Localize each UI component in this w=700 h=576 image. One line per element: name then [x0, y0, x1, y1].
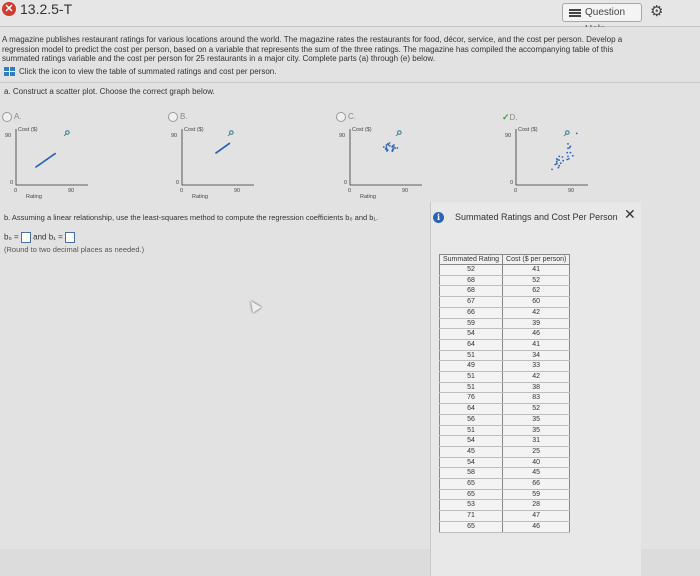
- data-point: [551, 169, 553, 171]
- popup-title: Summated Ratings and Cost Per Person: [455, 212, 618, 222]
- b0-input[interactable]: [21, 232, 31, 243]
- y-tick-label: 90: [505, 133, 512, 139]
- x-axis-label: Rating: [192, 194, 208, 200]
- table-row: [440, 275, 570, 286]
- table-row: [440, 361, 570, 372]
- part-b-prompt: b. Assuming a linear relationship, use the least-squares method to compute the regression coefficients b₀ and b₁.: [4, 213, 379, 222]
- y-axis-label: Cost ($): [18, 127, 38, 133]
- cost-cell: 45: [503, 468, 570, 479]
- data-point: [562, 160, 564, 162]
- table-row: [440, 286, 570, 297]
- cost-cell: 41: [503, 265, 570, 276]
- table-row: [440, 372, 570, 383]
- cost-cell: 47: [503, 511, 570, 522]
- cost-cell: 25: [503, 446, 570, 457]
- data-point: [566, 159, 568, 161]
- rating-cell: 52: [440, 265, 503, 276]
- cost-cell: 33: [503, 361, 570, 372]
- cost-cell: 62: [503, 286, 570, 297]
- origin-label: 0: [176, 180, 180, 186]
- mouse-cursor: [247, 298, 262, 313]
- y-tick-label: 90: [339, 133, 346, 139]
- info-icon: i: [433, 212, 444, 223]
- cost-cell: 42: [503, 307, 570, 318]
- data-point: [556, 162, 558, 164]
- data-point: [386, 147, 388, 149]
- part-a-prompt: a. Construct a scatter plot. Choose the correct graph below.: [4, 87, 215, 96]
- rating-cell: 54: [440, 329, 503, 340]
- zoom-magnifier-icon[interactable]: ⌕: [564, 125, 571, 139]
- table-row: [440, 393, 570, 404]
- cost-cell: 42: [503, 372, 570, 383]
- correct-check-icon: ✓: [502, 112, 510, 122]
- table-row: [440, 436, 570, 447]
- option-letter: C.: [348, 112, 356, 122]
- zoom-magnifier-icon[interactable]: ⌕: [228, 125, 235, 139]
- rating-cell: 64: [440, 404, 503, 415]
- rating-cell: 51: [440, 382, 503, 393]
- cost-cell: 66: [503, 479, 570, 490]
- column-header-rating: Summated Rating: [440, 255, 503, 265]
- option-letter: B.: [180, 112, 188, 122]
- zoom-magnifier-icon[interactable]: ⌕: [396, 125, 403, 139]
- cost-cell: 41: [503, 339, 570, 350]
- data-point: [386, 149, 388, 151]
- b1-input[interactable]: [65, 232, 75, 243]
- table-row: [440, 318, 570, 329]
- data-point: [567, 143, 569, 145]
- data-point: [562, 156, 564, 158]
- rating-cell: 68: [440, 286, 503, 297]
- x-axis-label: Rating: [360, 194, 376, 200]
- x-origin-label: 0: [180, 188, 184, 194]
- answer-row: [4, 232, 75, 243]
- data-point: [572, 155, 574, 157]
- data-point: [569, 147, 571, 149]
- table-row: [440, 339, 570, 350]
- option-letter: A.: [14, 112, 22, 122]
- cost-cell: 31: [503, 436, 570, 447]
- y-tick-label: 90: [5, 133, 12, 139]
- cost-cell: 52: [503, 275, 570, 286]
- rating-cell: 51: [440, 350, 503, 361]
- x-origin-label: 0: [514, 188, 518, 194]
- rating-cell: 56: [440, 414, 503, 425]
- origin-label: 0: [510, 180, 514, 186]
- cost-cell: 40: [503, 457, 570, 468]
- table-row: [440, 425, 570, 436]
- zoom-magnifier-icon[interactable]: ⌕: [64, 125, 71, 139]
- data-table: [439, 254, 570, 533]
- rating-cell: 54: [440, 436, 503, 447]
- y-axis-label: Cost ($): [518, 127, 538, 133]
- cost-cell: 39: [503, 318, 570, 329]
- rating-cell: 64: [440, 339, 503, 350]
- data-point: [392, 149, 394, 151]
- scatter-option-d[interactable]: [502, 112, 622, 205]
- data-point: [394, 147, 396, 149]
- table-row: [440, 468, 570, 479]
- scatter-plot: [2, 115, 122, 200]
- axis-lines: [516, 129, 588, 185]
- data-point: [556, 161, 558, 163]
- data-popup: [430, 202, 641, 576]
- rating-cell: 76: [440, 393, 503, 404]
- data-point: [570, 152, 572, 154]
- cost-cell: 35: [503, 414, 570, 425]
- column-header-cost: Cost ($ per person): [503, 255, 570, 265]
- axis-lines: [182, 129, 254, 185]
- cost-cell: 83: [503, 393, 570, 404]
- cost-cell: 46: [503, 521, 570, 532]
- rating-cell: 58: [440, 468, 503, 479]
- rating-cell: 51: [440, 372, 503, 383]
- x-tick-label: 90: [234, 188, 241, 194]
- incorrect-x-icon: ✕: [2, 2, 16, 16]
- rating-cell: 65: [440, 489, 503, 500]
- data-point: [554, 164, 556, 166]
- origin-label: 0: [10, 180, 14, 186]
- data-point: [566, 152, 568, 154]
- b1-label: and b₁ =: [33, 232, 63, 242]
- question-intro: A magazine publishes restaurant ratings for various locations around the world. The magazine rates the restaurants for food, décor, service, and the cost per person. Develop a regression model to predict the cost per person, based on a variable that represents the sum of the three ratings. The magazine has compiled the accompanying table of this summated ratings variable and the cost per person for 25 restaurants in a major city. Complete parts (a) through (e) below.: [2, 35, 623, 63]
- data-point: [558, 167, 560, 169]
- rating-cell: 54: [440, 457, 503, 468]
- origin-label: 0: [344, 180, 348, 186]
- rating-cell: 68: [440, 275, 503, 286]
- option-letter: D.: [509, 113, 518, 122]
- x-tick-label: 90: [68, 188, 75, 194]
- cost-cell: 59: [503, 489, 570, 500]
- rating-cell: 65: [440, 521, 503, 532]
- table-row: [440, 489, 570, 500]
- data-point: [54, 153, 56, 155]
- data-point: [558, 156, 560, 158]
- question-help-button[interactable]: [562, 3, 642, 22]
- table-row: [440, 457, 570, 468]
- data-point: [558, 159, 560, 161]
- x-tick-label: 90: [402, 188, 409, 194]
- top-bar: [0, 0, 700, 27]
- data-point: [558, 165, 560, 167]
- rating-cell: 45: [440, 446, 503, 457]
- cost-cell: 60: [503, 297, 570, 308]
- y-axis-label: Cost ($): [352, 127, 372, 133]
- data-point: [567, 147, 569, 149]
- x-tick-label: 90: [568, 188, 575, 194]
- table-row: [440, 350, 570, 361]
- table-row: [440, 265, 570, 276]
- b0-label: b₀ =: [4, 232, 19, 242]
- data-point: [568, 158, 570, 160]
- data-point: [389, 142, 391, 144]
- table-row: [440, 500, 570, 511]
- rating-cell: 67: [440, 297, 503, 308]
- axis-lines: [16, 129, 88, 185]
- scatter-plot: [502, 115, 622, 200]
- table-row: [440, 521, 570, 532]
- table-row: [440, 511, 570, 522]
- rating-cell: 51: [440, 425, 503, 436]
- table-row: [440, 307, 570, 318]
- x-origin-label: 0: [14, 188, 18, 194]
- table-row: [440, 329, 570, 340]
- rating-cell: 49: [440, 361, 503, 372]
- question-help-label: Question: [585, 7, 626, 18]
- rating-cell: 65: [440, 479, 503, 490]
- cost-cell: 46: [503, 329, 570, 340]
- table-row: [440, 446, 570, 457]
- cost-cell: 34: [503, 350, 570, 361]
- x-axis-label: Rating: [26, 194, 42, 200]
- scatter-option-c[interactable]: [336, 112, 456, 205]
- page-title: 13.2.5-T: [20, 1, 73, 17]
- data-point: [397, 147, 399, 149]
- data-point: [392, 145, 394, 147]
- data-point: [560, 162, 562, 164]
- data-point: [567, 156, 569, 158]
- y-axis-label: Cost ($): [184, 127, 204, 133]
- x-origin-label: 0: [348, 188, 352, 194]
- cost-cell: 52: [503, 404, 570, 415]
- cost-cell: 38: [503, 382, 570, 393]
- y-tick-label: 90: [171, 133, 178, 139]
- table-row: [440, 479, 570, 490]
- divider: [0, 82, 700, 83]
- scatter-option-a[interactable]: [2, 112, 122, 205]
- gear-icon[interactable]: ⚙: [650, 3, 664, 20]
- cost-cell: 35: [503, 425, 570, 436]
- scatter-option-b[interactable]: [168, 112, 288, 205]
- axis-lines: [350, 129, 422, 185]
- data-point: [576, 133, 578, 135]
- table-row: [440, 414, 570, 425]
- close-icon[interactable]: ✕: [624, 206, 636, 222]
- rounding-note: (Round to two decimal places as needed.): [4, 245, 145, 254]
- table-row: [440, 297, 570, 308]
- rating-cell: 59: [440, 318, 503, 329]
- rating-cell: 66: [440, 307, 503, 318]
- data-point: [387, 143, 389, 145]
- table-hint-text: Click the icon to view the table of summated ratings and cost per person.: [19, 67, 277, 76]
- cost-cell: 28: [503, 500, 570, 511]
- list-icon: [569, 9, 581, 17]
- table-icon[interactable]: [4, 67, 15, 76]
- rating-cell: 53: [440, 500, 503, 511]
- rating-cell: 71: [440, 511, 503, 522]
- question-content: [0, 27, 700, 549]
- table-row: [440, 382, 570, 393]
- table-hint-row: [4, 67, 276, 76]
- data-point: [556, 158, 558, 160]
- table-row: [440, 404, 570, 415]
- data-point: [383, 146, 385, 148]
- data-point: [229, 143, 231, 145]
